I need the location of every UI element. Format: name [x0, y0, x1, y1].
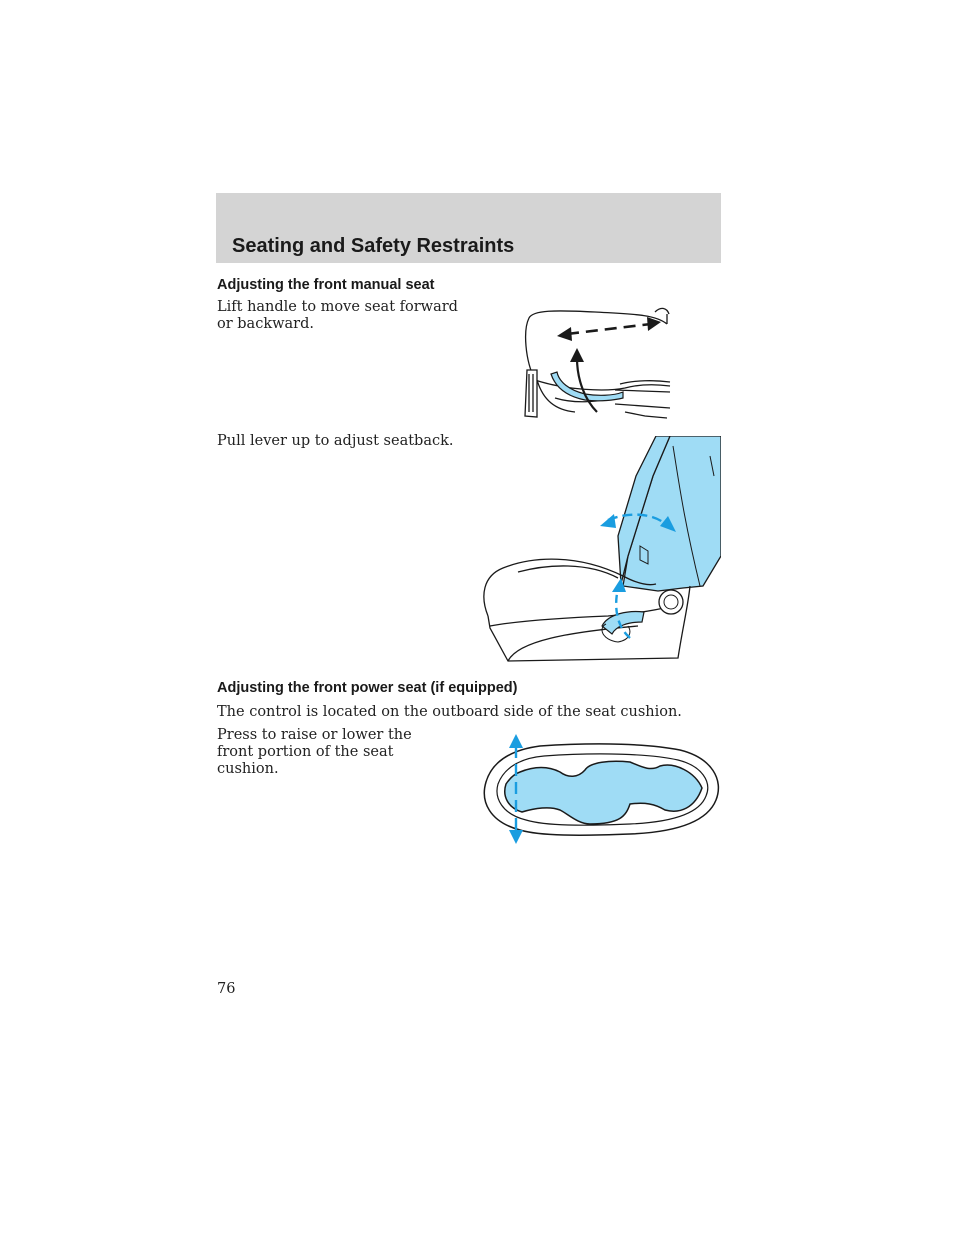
power-seat-front-text: Press to raise or lower the front portion of the seat cushion. [217, 727, 412, 777]
manual-seat-slide-text: Lift handle to move seat forward or backward. [217, 299, 458, 332]
power-seat-heading: Adjusting the front power seat (if equipped) [217, 680, 518, 696]
page-number: 76 [217, 981, 236, 997]
power-seat-location-text: The control is located on the outboard side of the seat cushion. [217, 704, 682, 720]
power-seat-control-illustration [480, 732, 722, 847]
seat-slide-illustration [515, 300, 675, 422]
section-title: Seating and Safety Restraints [232, 235, 515, 257]
manual-seat-recline-text: Pull lever up to adjust seatback. [217, 433, 454, 449]
section-header-band [216, 193, 721, 263]
seatback-recline-illustration [478, 436, 721, 666]
manual-seat-heading: Adjusting the front manual seat [217, 277, 435, 293]
